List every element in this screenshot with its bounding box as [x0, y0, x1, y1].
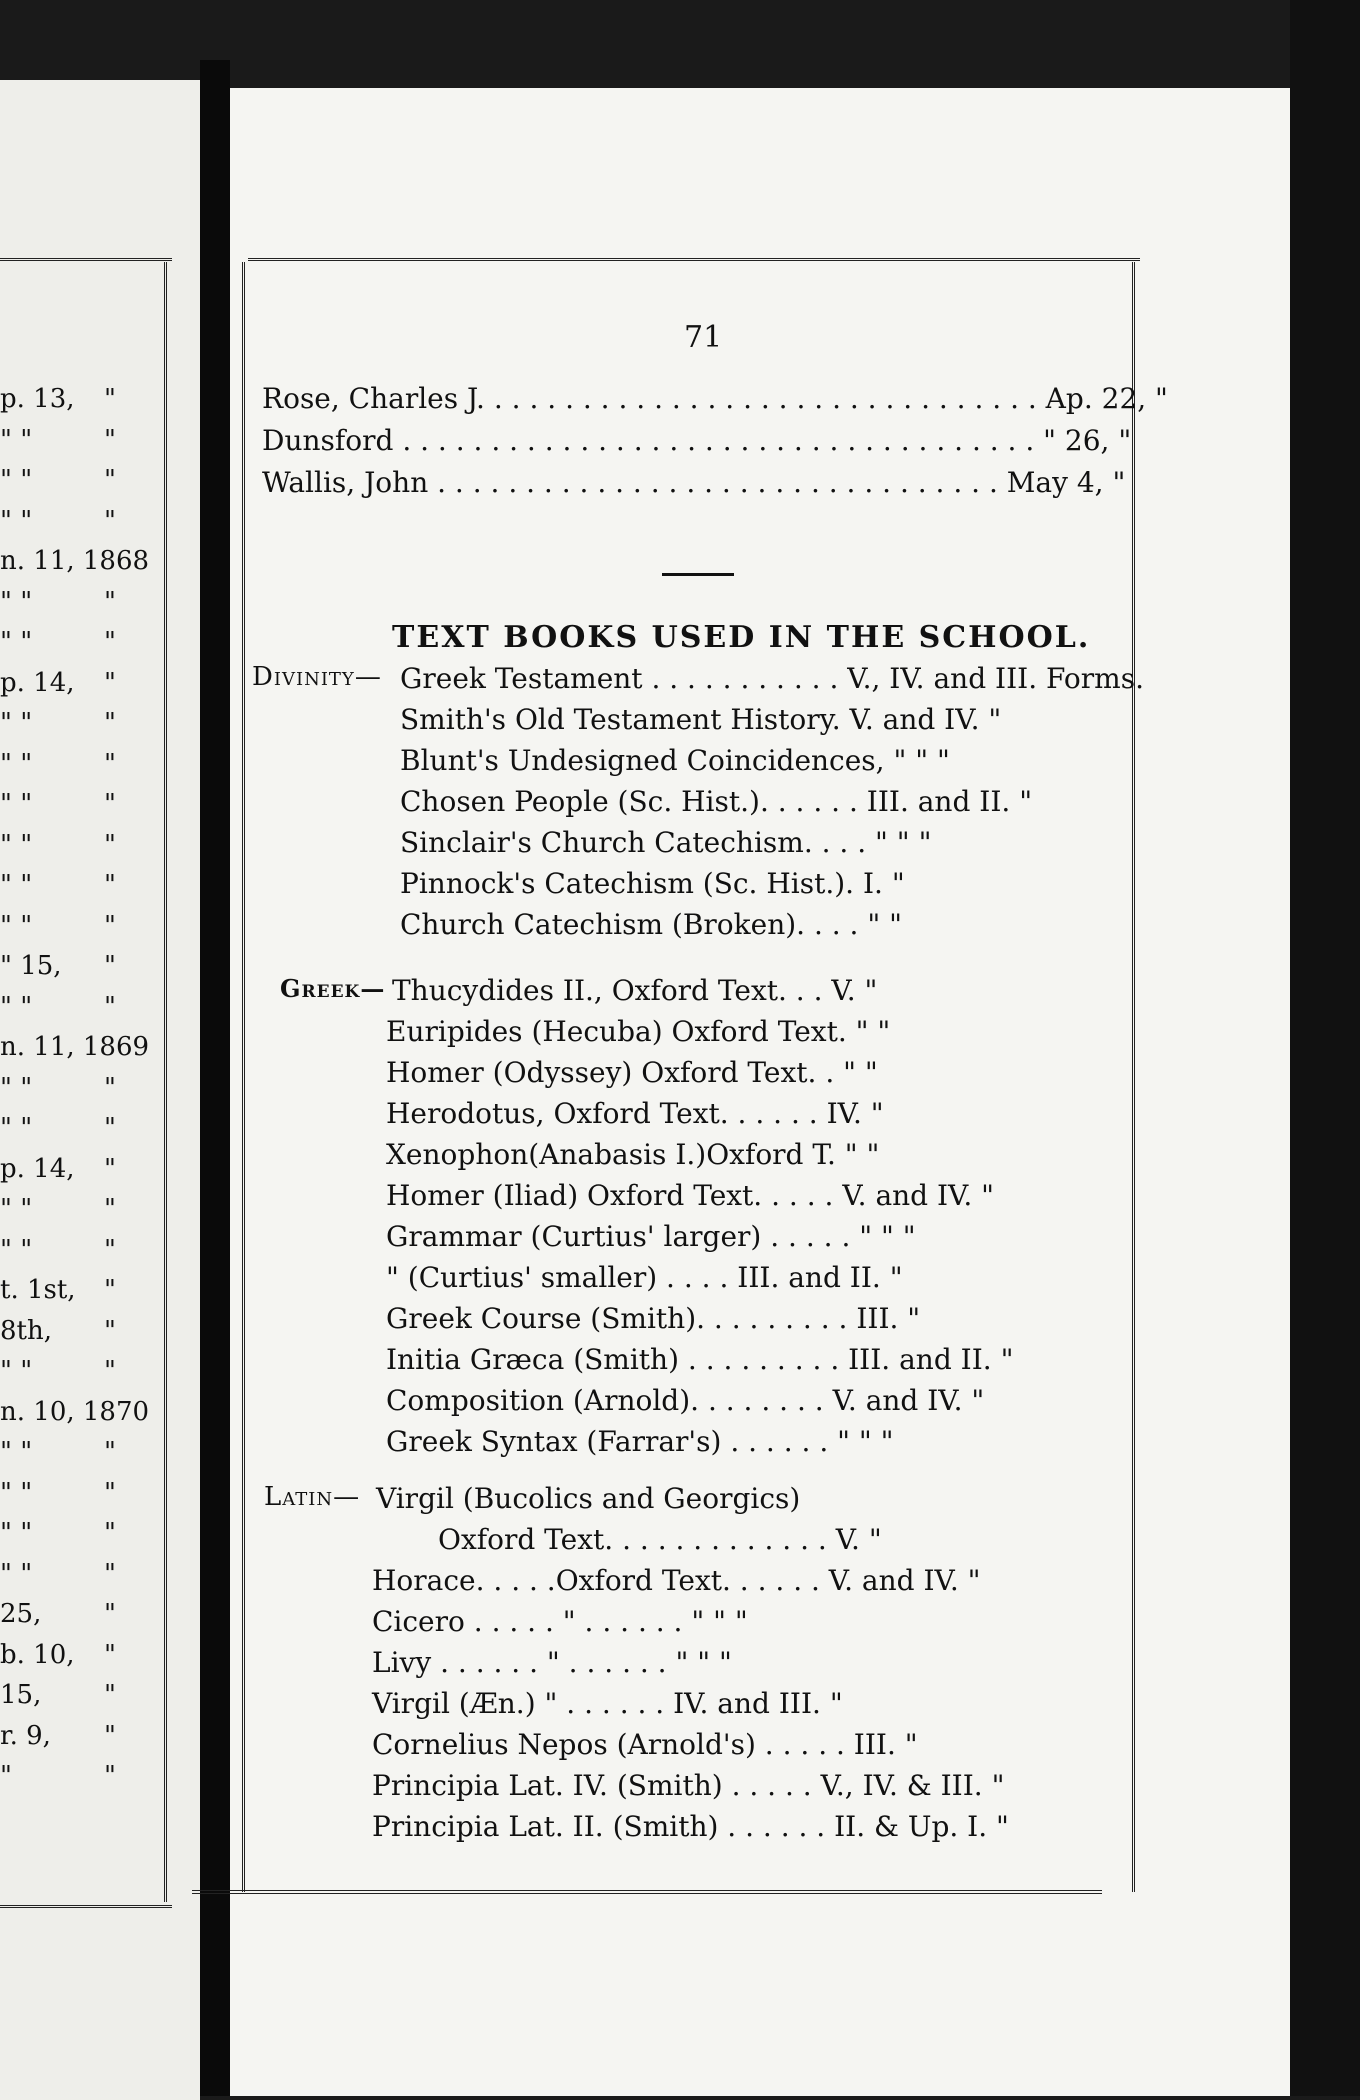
left-page-ditto: "	[104, 1315, 116, 1346]
left-page-row	[0, 1316, 162, 1350]
left-page-date: " "	[0, 424, 33, 455]
greek-book-line: Thucydides II., Oxford Text. . . V. "	[392, 974, 878, 1007]
left-page-ditto: "	[104, 1072, 116, 1103]
left-page-row	[0, 384, 162, 418]
left-page-ditto: "	[104, 384, 116, 414]
left-page-date: " "	[0, 708, 33, 738]
left-page-ditto: "	[104, 991, 116, 1022]
left-page-ditto: "	[104, 829, 116, 860]
left-page-ditto: "	[104, 1437, 116, 1467]
left-page-ditto: "	[104, 789, 116, 819]
left-page-ditto: "	[104, 910, 116, 941]
left-page-row	[0, 425, 162, 459]
entry-dunsford: Dunsford . . . . . . . . . . . . . . . . . . . . . . . . . . . . . . . . . . . . " 26, "	[262, 424, 1132, 457]
left-page-row	[0, 1437, 162, 1471]
latin-book-line: Principia Lat. IV. (Smith) . . . . . V., IV. & III. "	[372, 1769, 1005, 1802]
left-page-date: b. 10,	[0, 1639, 75, 1670]
left-page-row	[0, 1032, 162, 1066]
left-page-bottom-rule	[0, 1905, 172, 1908]
left-page-ditto: "	[104, 1275, 116, 1305]
left-page-date: r. 9,	[0, 1720, 51, 1751]
left-page-row	[0, 627, 162, 661]
greek-book-line: Grammar (Curtius' larger) . . . . . " " "	[386, 1220, 916, 1253]
left-page-right-rule	[164, 262, 167, 1902]
left-page-ditto: "	[104, 465, 116, 495]
divinity-book-line: Blunt's Undesigned Coincidences, " " "	[400, 744, 950, 777]
left-page-ditto: "	[104, 1518, 116, 1548]
left-page-row	[0, 1559, 162, 1593]
book-gutter	[200, 60, 230, 2096]
left-page-ditto: "	[104, 424, 116, 455]
left-page-ditto: "	[104, 1720, 116, 1751]
left-page-ditto: "	[104, 708, 116, 738]
left-page-row	[0, 1518, 162, 1552]
greek-book-line: Initia Græca (Smith) . . . . . . . . . III. and II. "	[386, 1343, 1014, 1376]
left-page-date: "	[0, 1761, 12, 1791]
left-page-row	[0, 506, 162, 540]
left-page-row	[0, 668, 162, 702]
divinity-book-line: Greek Testament . . . . . . . . . . . V., IV. and III. Forms.	[400, 662, 1144, 695]
left-page-ditto: "	[104, 1639, 116, 1670]
left-page-date: " "	[0, 1113, 33, 1143]
left-page-date: " "	[0, 1234, 33, 1265]
latin-book-line: Virgil (Æn.) " . . . . . . IV. and III. "	[372, 1687, 843, 1720]
left-page-row	[0, 911, 162, 945]
left-page-date: " "	[0, 829, 33, 860]
left-page-date: " 15,	[0, 951, 62, 981]
latin-book-line: Principia Lat. II. (Smith) . . . . . . II. & Up. I. "	[372, 1810, 1009, 1843]
left-page-date: 8th,	[0, 1315, 52, 1346]
left-page-row	[0, 1721, 162, 1755]
left-page-date: " "	[0, 789, 33, 819]
left-page-ditto: "	[104, 1558, 116, 1589]
divinity-book-line: Pinnock's Catechism (Sc. Hist.). I. "	[400, 867, 905, 900]
left-page-date: " "	[0, 748, 33, 779]
left-page-ditto: "	[104, 1234, 116, 1265]
left-page-top-rule	[0, 258, 172, 261]
divinity-label: Divinity—	[252, 662, 382, 692]
left-page-row	[0, 1356, 162, 1390]
left-page-row	[0, 1599, 162, 1633]
left-page-date: " "	[0, 586, 33, 617]
left-page-row	[0, 587, 162, 621]
left-page-ditto: "	[104, 1153, 116, 1184]
divinity-book-line: Smith's Old Testament History. V. and IV. "	[400, 703, 1002, 736]
latin-book-line: Cicero . . . . . " . . . . . . " " "	[372, 1605, 748, 1638]
left-page-row	[0, 1113, 162, 1147]
latin-book-line: Oxford Text. . . . . . . . . . . . . V. "	[438, 1523, 882, 1556]
left-page-date: " "	[0, 505, 33, 536]
left-page-date: p. 14,	[0, 667, 75, 698]
left-page-row	[0, 1275, 162, 1309]
left-page-row	[0, 992, 162, 1026]
left-page-date: n. 10, 1870	[0, 1396, 150, 1427]
greek-book-line: Euripides (Hecuba) Oxford Text. " "	[386, 1015, 891, 1048]
greek-book-line: " (Curtius' smaller) . . . . III. and II. "	[386, 1261, 903, 1294]
left-page-row	[0, 1761, 162, 1795]
left-page-date: " "	[0, 991, 33, 1022]
entry-wallis: Wallis, John . . . . . . . . . . . . . . . . . . . . . . . . . . . . . . . . May 4, "	[262, 466, 1126, 499]
left-page-row	[0, 708, 162, 742]
left-page-date: n. 11, 1869	[0, 1032, 150, 1062]
left-page-row	[0, 951, 162, 985]
left-page-ditto: "	[104, 627, 116, 657]
latin-book-line: Livy . . . . . . " . . . . . . " " "	[372, 1646, 732, 1679]
left-page-date: t. 1st,	[0, 1275, 76, 1305]
section-heading: TEXT BOOKS USED IN THE SCHOOL.	[392, 620, 1091, 655]
latin-book-line: Virgil (Bucolics and Georgics)	[376, 1482, 801, 1515]
frame-top-rule	[248, 258, 1140, 261]
entry-rose: Rose, Charles J. . . . . . . . . . . . . . . . . . . . . . . . . . . . . . . . Ap. 22, "	[262, 382, 1168, 415]
left-page-row	[0, 1154, 162, 1188]
left-page-date: " "	[0, 1437, 33, 1467]
left-page-ditto: "	[104, 1761, 116, 1791]
left-page-row	[0, 789, 162, 823]
left-page-date: p. 13,	[0, 384, 75, 414]
section-divider	[662, 573, 734, 576]
divinity-book-line: Church Catechism (Broken). . . . " "	[400, 908, 903, 941]
left-page-date: " "	[0, 1477, 33, 1508]
frame-left-rule	[242, 262, 245, 1892]
greek-book-line: Xenophon(Anabasis I.)Oxford T. " "	[386, 1138, 880, 1171]
left-page-ditto: "	[104, 870, 116, 900]
greek-book-line: Homer (Odyssey) Oxford Text. . " "	[386, 1056, 878, 1089]
left-page-date: " "	[0, 870, 33, 900]
latin-book-line: Horace. . . . .Oxford Text. . . . . . V. and IV. "	[372, 1564, 981, 1597]
left-page-row	[0, 1680, 162, 1714]
frame-right-rule	[1132, 262, 1135, 1892]
left-page-row	[0, 1194, 162, 1228]
left-page-date: " "	[0, 1072, 33, 1103]
left-page-ditto: "	[104, 1113, 116, 1143]
left-page-date: " "	[0, 465, 33, 495]
greek-book-line: Greek Course (Smith). . . . . . . . . III. "	[386, 1302, 921, 1335]
left-page-date: 15,	[0, 1680, 42, 1710]
left-page-ditto: "	[104, 1599, 116, 1629]
left-page-date: " "	[0, 1558, 33, 1589]
left-page-row	[0, 1640, 162, 1674]
left-page-row	[0, 830, 162, 864]
left-page-row	[0, 1073, 162, 1107]
left-page-date: " "	[0, 910, 33, 941]
left-page-ditto: "	[104, 667, 116, 698]
left-page-row	[0, 1478, 162, 1512]
left-page-row	[0, 870, 162, 904]
greek-book-line: Herodotus, Oxford Text. . . . . . IV. "	[386, 1097, 884, 1130]
divinity-book-line: Chosen People (Sc. Hist.). . . . . . III. and II. "	[400, 785, 1033, 818]
left-page-ditto: "	[104, 748, 116, 779]
left-page-ditto: "	[104, 1356, 116, 1386]
left-page-ditto: "	[104, 951, 116, 981]
left-page-date: " "	[0, 627, 33, 657]
frame-bottom-rule	[192, 1890, 1102, 1894]
divinity-book-line: Sinclair's Church Catechism. . . . " " "	[400, 826, 932, 859]
left-page-ditto: "	[104, 586, 116, 617]
left-page-date: " "	[0, 1194, 33, 1224]
left-page-date: " "	[0, 1518, 33, 1548]
greek-label: Greek—	[280, 974, 386, 1003]
left-page-ditto: "	[104, 1194, 116, 1224]
left-page-date: p. 14,	[0, 1153, 75, 1184]
page-number: 71	[684, 320, 723, 355]
left-page-ditto: "	[104, 1477, 116, 1508]
left-page-row	[0, 465, 162, 499]
latin-book-line: Cornelius Nepos (Arnold's) . . . . . III. "	[372, 1728, 918, 1761]
left-page-date: " "	[0, 1356, 33, 1386]
latin-label: Latin—	[264, 1482, 361, 1512]
left-page-row	[0, 1235, 162, 1269]
left-page-ditto: "	[104, 505, 116, 536]
greek-book-line: Composition (Arnold). . . . . . . . V. and IV. "	[386, 1384, 985, 1417]
left-page-date: 25,	[0, 1599, 42, 1629]
left-page-row	[0, 1397, 162, 1431]
left-page-row	[0, 546, 162, 580]
book-edge	[1290, 0, 1360, 2096]
left-page-ditto: "	[104, 1680, 116, 1710]
greek-book-line: Greek Syntax (Farrar's) . . . . . . " " "	[386, 1425, 894, 1458]
left-page-date: n. 11, 1868	[0, 546, 150, 576]
left-page-row	[0, 749, 162, 783]
greek-book-line: Homer (Iliad) Oxford Text. . . . . V. and IV. "	[386, 1179, 995, 1212]
